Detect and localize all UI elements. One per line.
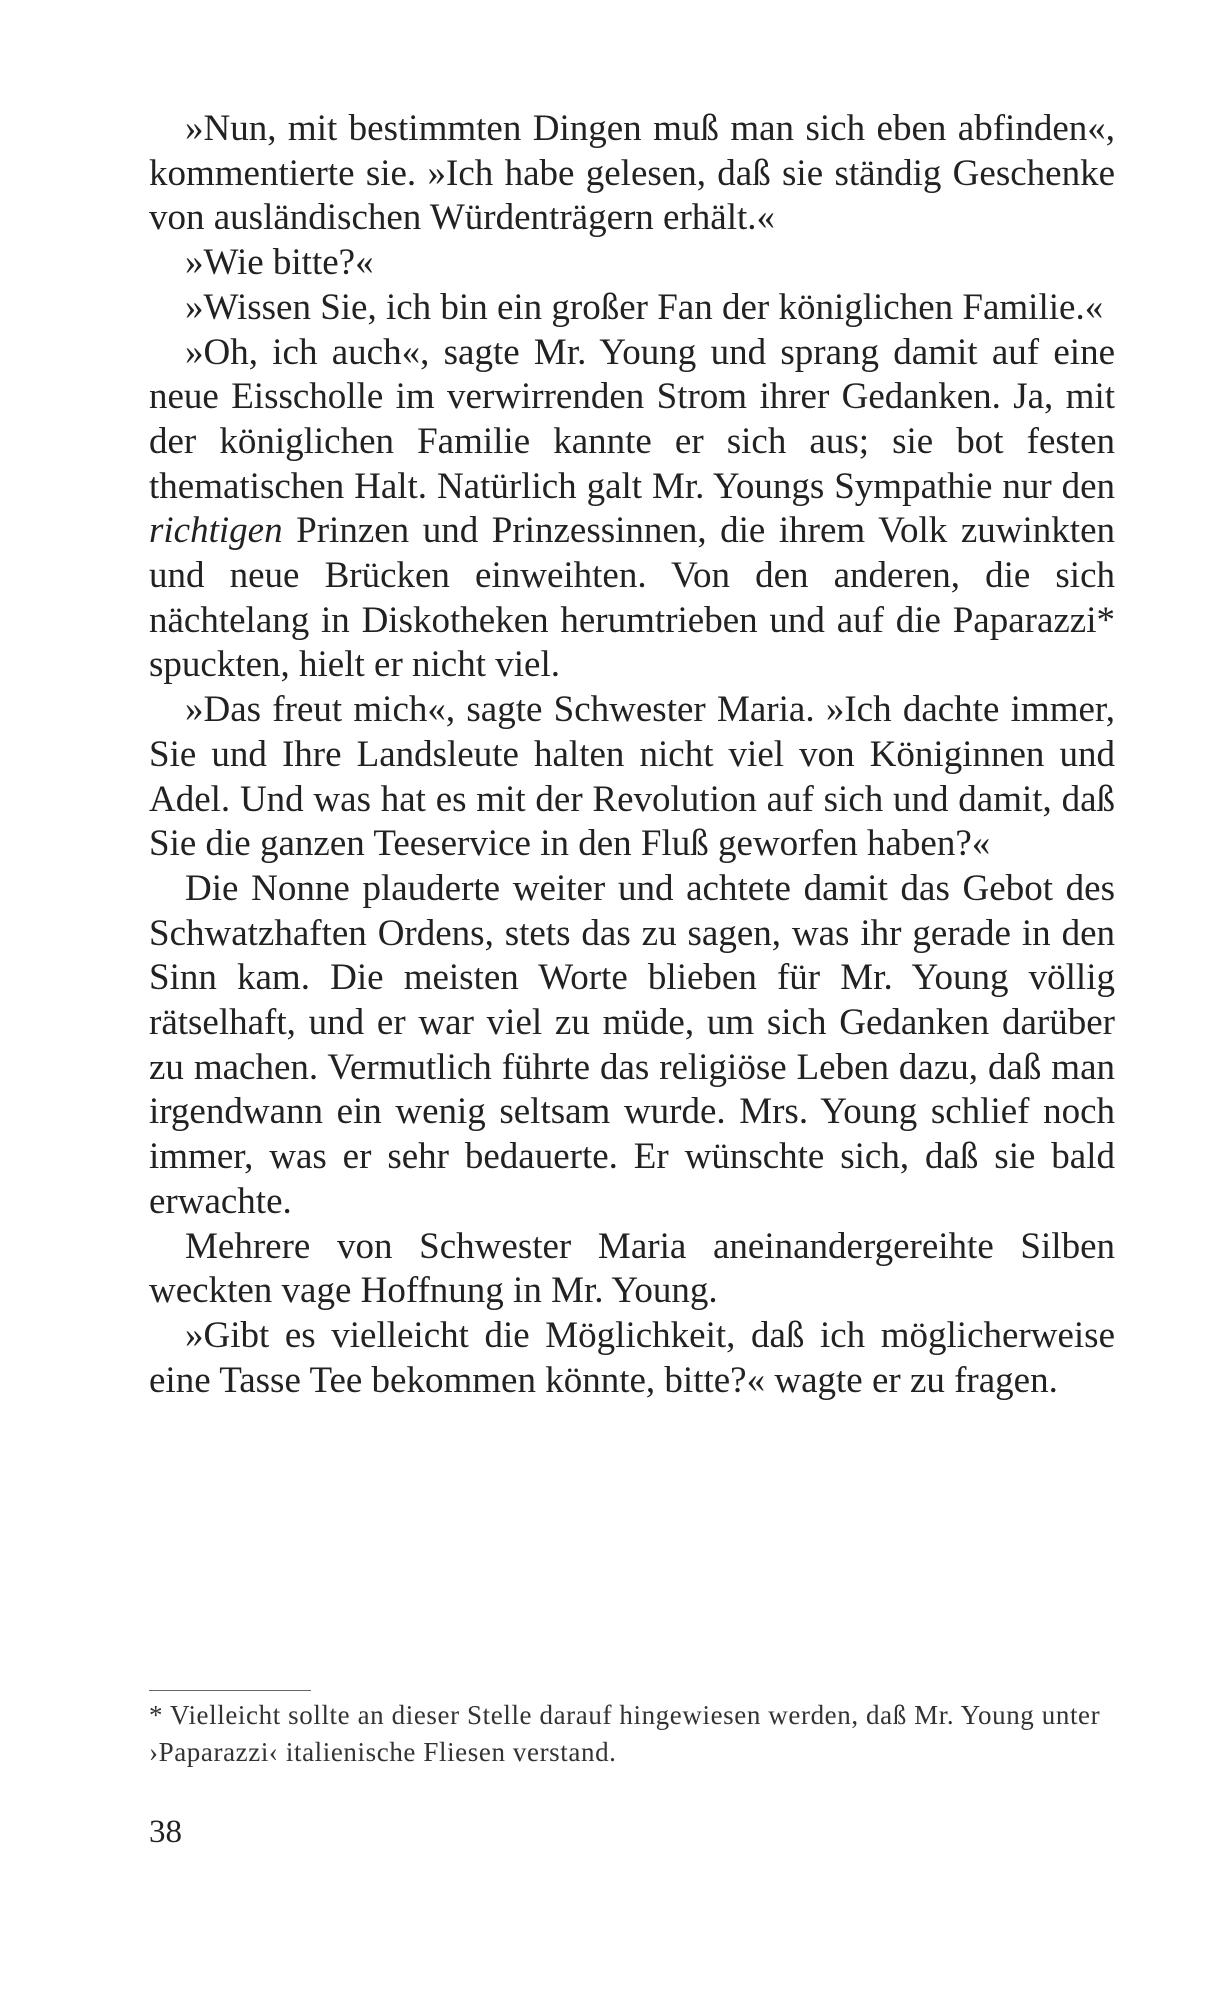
footnote-divider — [149, 1690, 311, 1691]
body-text — [149, 107, 1115, 1403]
paragraph: »Wissen Sie, ich bin ein großer Fan der königlichen Familie.« — [185, 286, 1104, 328]
paragraph: »Wie bitte?« — [185, 242, 374, 284]
paragraph-with-emphasis — [149, 331, 1115, 689]
emphasized-word: richtigen — [149, 510, 283, 552]
paragraph: »Nun, mit bestimmten Dingen muß man sich eben abfinden«, kommentierte sie. »Ich habe gelesen, daß sie ständig Geschenke von ausländischen Würdenträgern erhält.« — [149, 108, 1115, 239]
paragraph: Mehrere von Schwester Maria aneinandergereihte Silben weckten vage Hoffnung in Mr. Young. — [149, 1225, 1115, 1312]
paragraph-text: Prinzen und Prinzessinnen, die ihrem Volk zuwinkten und neue Brücken einweihten. Von den anderen, die sich nächtelang in Diskotheken herumtrieben und auf die Paparazzi* spuckten, hielt er nicht viel. — [149, 510, 1115, 686]
page-number: 38 — [149, 1814, 182, 1850]
paragraph: Die Nonne plauderte weiter und achtete damit das Gebot des Schwatzhaften Ordens, stets das zu sagen, was ihr gerade in den Sinn kam. Die meisten Worte blieben für Mr. Young völlig rätselhaft, und er war viel zu müde, um sich Gedanken darüber zu machen. Vermutlich führte das religiöse Leben dazu, daß man irgendwann ein wenig seltsam wurde. Mrs. Young schlief noch immer, was er sehr bedauerte. Er wünschte sich, daß sie bald erwachte. — [149, 867, 1115, 1222]
paragraph: »Gibt es vielleicht die Möglichkeit, daß ich möglicherweise eine Tasse Tee bekommen könnte, bitte?« wagte er zu fragen. — [149, 1314, 1115, 1401]
paragraph-text: »Oh, ich auch«, sagte Mr. Young und sprang damit auf eine neue Eisscholle im verwirrenden Strom ihrer Gedanken. Ja, mit der königlichen Familie kannte er sich aus; sie bot festen thematischen Halt. Natürlich galt Mr. Youngs Sympathie nur den — [149, 331, 1115, 507]
footnote: * Vielleicht sollte an dieser Stelle darauf hingewiesen werden, daß Mr. Young unter ›Paparazzi‹ italienische Fliesen verstand. — [149, 1700, 1101, 1767]
paragraph: »Das freut mich«, sagte Schwester Maria. »Ich dachte immer, Sie und Ihre Landsleute halten nicht viel von Königinnen und Adel. Und was hat es mit der Revolution auf sich und damit, daß Sie die ganzen Teeservice in den Fluß geworfen haben?« — [149, 689, 1115, 865]
